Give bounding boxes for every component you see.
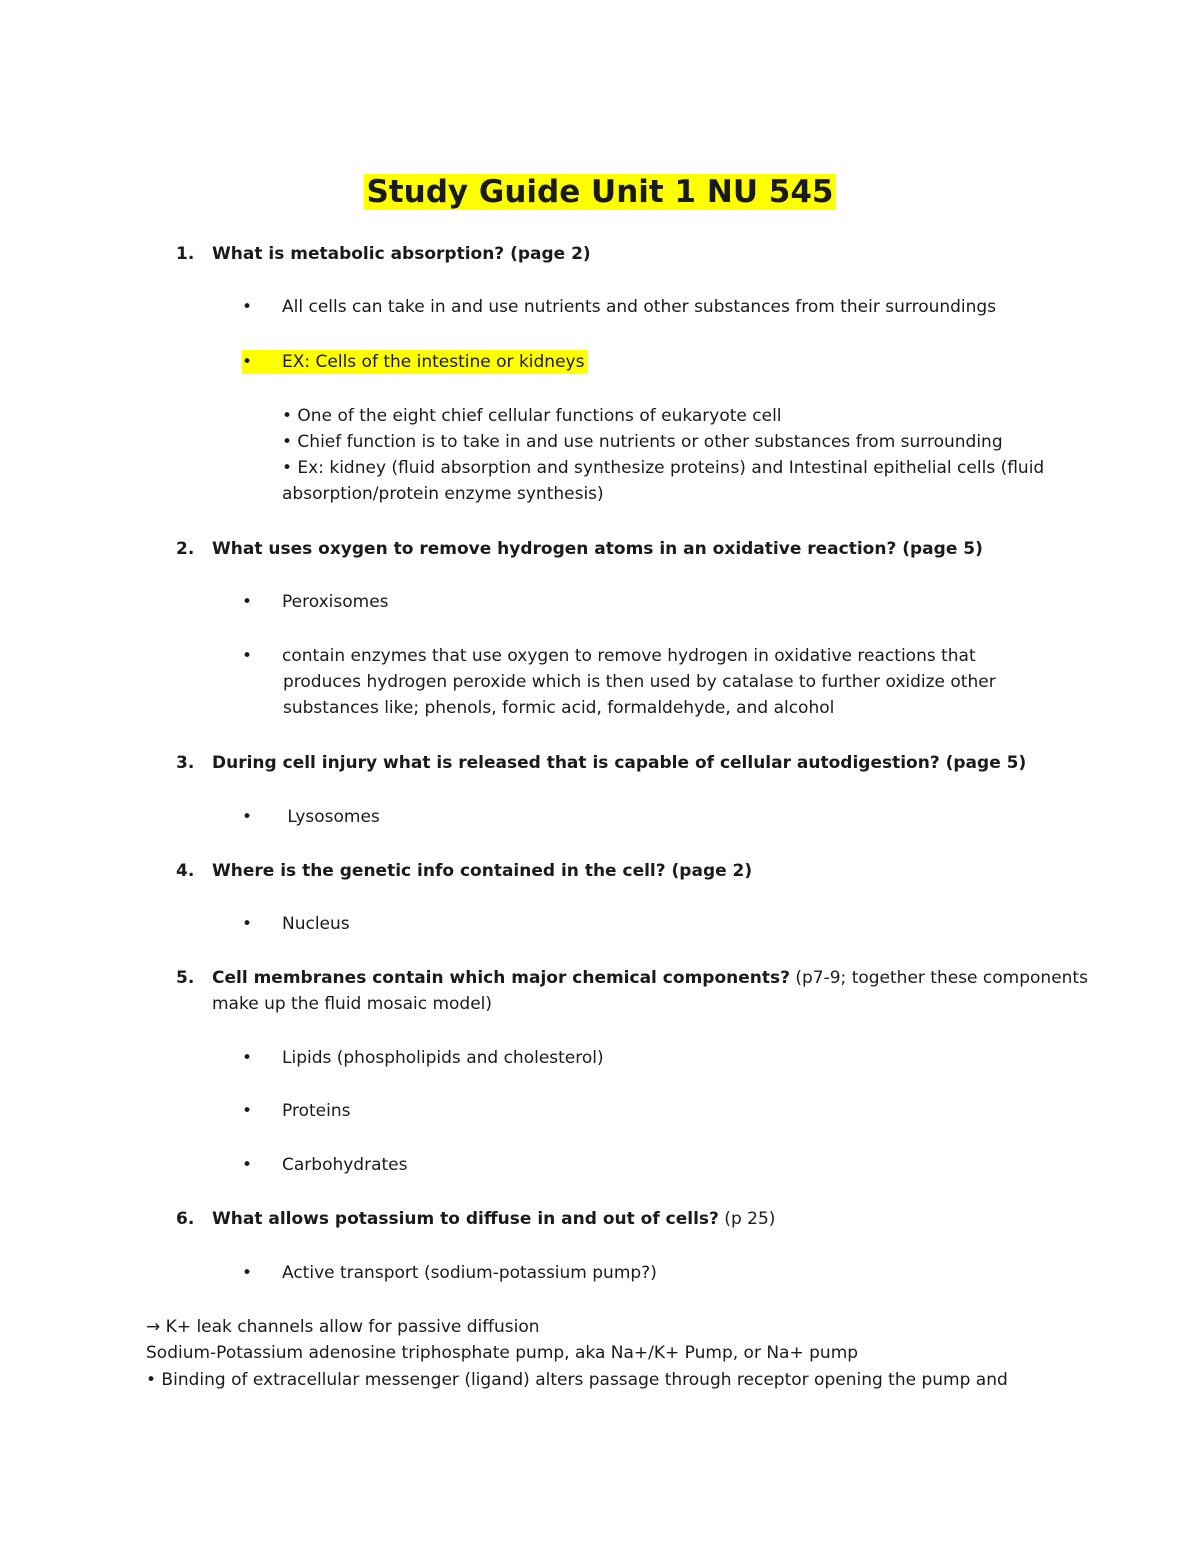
- q1-sub-item-3: • Ex: kidney (fluid absorption and synthesize proteins) and Intestinal epithelial cells (fluid: [282, 458, 1045, 478]
- q4-bullet-1: [242, 912, 350, 936]
- bullet-icon: •: [242, 1101, 253, 1121]
- q1-sub-item-2: • Chief function is to take in and use nutrients or other substances from surrounding: [282, 432, 1003, 452]
- bullet-icon: •: [242, 1263, 253, 1283]
- note-ligand-binding: • Binding of extracellular messenger (ligand) alters passage through receptor opening the pump and: [146, 1370, 1008, 1390]
- question-5-note-cont: make up the fluid mosaic model): [212, 994, 493, 1014]
- q2-bullet-2-cont-1: produces hydrogen peroxide which is then used by catalase to further oxidize other: [283, 672, 996, 692]
- bullet-text: Proteins: [282, 1101, 351, 1121]
- title-highlight: Study Guide Unit 1 NU 545: [366, 174, 834, 210]
- q1-bullet-1: [242, 295, 996, 319]
- question-text: What uses oxygen to remove hydrogen atoms in an oxidative reaction? (page 5): [212, 539, 983, 559]
- note-leak-channels: → K+ leak channels allow for passive diffusion: [146, 1317, 540, 1337]
- question-1: [176, 242, 591, 266]
- question-number: 2.: [176, 539, 195, 559]
- bullet-text: Active transport (sodium-potassium pump?): [282, 1263, 657, 1283]
- question-note: (p7-9; together these components: [789, 968, 1088, 988]
- question-text: During cell injury what is released that is capable of cellular autodigestion? (page 5): [212, 753, 1027, 773]
- q5-bullet-2: [242, 1099, 350, 1123]
- note-sodium-potassium-pump: Sodium-Potassium adenosine triphosphate pump, aka Na+/K+ Pump, or Na+ pump: [146, 1343, 859, 1363]
- bullet-text: All cells can take in and use nutrients and other substances from their surroundings: [282, 297, 997, 317]
- question-number: 1.: [176, 244, 195, 264]
- q5-bullet-3: [242, 1153, 407, 1177]
- bullet-icon: •: [242, 1155, 253, 1175]
- question-5: [176, 966, 1088, 990]
- page-title: [0, 170, 1200, 214]
- bullet-icon: •: [242, 646, 253, 666]
- q2-bullet-2-cont-2: substances like; phenols, formic acid, formaldehyde, and alcohol: [283, 698, 835, 718]
- q6-bullet-1: [242, 1261, 657, 1285]
- question-text: What is metabolic absorption? (page 2): [212, 244, 591, 264]
- question-text: Cell membranes contain which major chemical components?: [212, 968, 790, 988]
- q3-bullet-1: [242, 805, 380, 829]
- bullet-icon: •: [242, 1048, 253, 1068]
- bullet-text: EX: Cells of the intestine or kidneys: [282, 352, 585, 372]
- question-text: What allows potassium to diffuse in and out of cells?: [212, 1209, 719, 1229]
- bullet-text: Nucleus: [282, 914, 350, 934]
- bullet-icon: •: [242, 592, 253, 612]
- bullet-icon: •: [242, 807, 253, 827]
- question-4: [176, 859, 752, 883]
- question-number: 4.: [176, 861, 195, 881]
- question-number: 5.: [176, 968, 195, 988]
- question-2: [176, 537, 983, 561]
- question-note: (p 25): [718, 1209, 776, 1229]
- bullet-text: Carbohydrates: [282, 1155, 408, 1175]
- bullet-icon: •: [242, 297, 253, 317]
- bullet-icon: •: [242, 352, 253, 372]
- q5-bullet-1: [242, 1046, 604, 1070]
- bullet-text: Lipids (phospholipids and cholesterol): [282, 1048, 604, 1068]
- q1-sub-item-3-cont: absorption/protein enzyme synthesis): [282, 484, 604, 504]
- bullet-text: contain enzymes that use oxygen to remove hydrogen in oxidative reactions that: [282, 646, 976, 666]
- question-6: [176, 1207, 775, 1231]
- question-number: 6.: [176, 1209, 195, 1229]
- question-number: 3.: [176, 753, 195, 773]
- bullet-icon: •: [242, 914, 253, 934]
- question-3: [176, 751, 1026, 775]
- question-text: Where is the genetic info contained in the cell? (page 2): [212, 861, 753, 881]
- bullet-text: Peroxisomes: [282, 592, 389, 612]
- q1-sub-item-1: • One of the eight chief cellular functions of eukaryote cell: [282, 406, 782, 426]
- q2-bullet-2: [242, 644, 976, 668]
- q1-bullet-2-highlighted: [242, 350, 588, 374]
- bullet-text: Lysosomes: [282, 807, 380, 827]
- q2-bullet-1: [242, 590, 389, 614]
